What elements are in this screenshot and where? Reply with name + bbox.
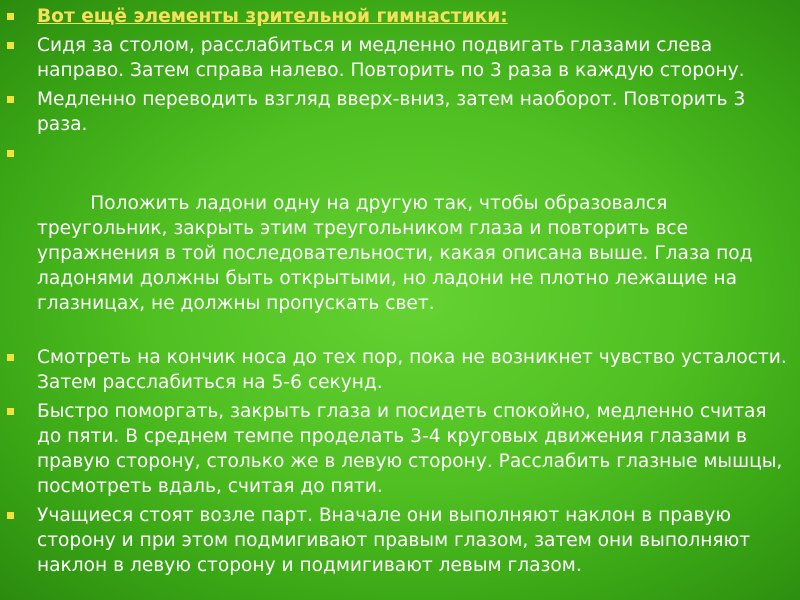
list-item bbox=[0, 503, 800, 578]
square-bullet-icon bbox=[7, 150, 14, 157]
list-item bbox=[0, 33, 800, 83]
list-item bbox=[0, 399, 800, 499]
square-bullet-icon bbox=[7, 96, 14, 103]
list-item bbox=[0, 141, 800, 341]
list-item bbox=[0, 87, 800, 137]
square-bullet-icon bbox=[7, 512, 14, 519]
list-item-heading bbox=[0, 4, 800, 29]
square-bullet-icon bbox=[7, 408, 14, 415]
slide-content bbox=[0, 4, 800, 582]
list-item-text: Быстро поморгать, закрыть глаза и посидеть спокойно, медленно считая до пяти. В среднем темпе проделать 3-4 круговых движения глазами в правую сторону, столько же в левую сторону. Расслабить глазные мышцы, посмотреть вдаль, считая до пяти. bbox=[37, 401, 783, 497]
bullet-list bbox=[0, 4, 800, 578]
list-item-text: Положить ладони одну на другую так, чтобы образовался треугольник, закрыть этим треугольником глаза и повторить все упражнения в той последовательности, какая описана выше. Глаза под ладонями должны быть открытыми, но ладони не плотно лежащие на глазницах, не должны пропускать свет. bbox=[37, 193, 759, 314]
list-item-text: Смотреть на кончик носа до тех пор, пока не возникнет чувство усталости. Затем расслабиться на 5-6 секунд. bbox=[37, 347, 787, 393]
list-item-text: Учащиеся стоят возле парт. Вначале они выполняют наклон в правую сторону и при этом подмигивают правым глазом, затем они выполняют наклон в левую сторону и подмигивают левым глазом. bbox=[37, 505, 751, 576]
square-bullet-icon bbox=[7, 42, 14, 49]
square-bullet-icon bbox=[7, 13, 14, 20]
square-bullet-icon bbox=[7, 354, 14, 361]
list-item bbox=[0, 345, 800, 395]
slide-heading: Вот ещё элементы зрительной гимнастики: bbox=[37, 6, 508, 27]
list-item-text: Сидя за столом, расслабиться и медленно подвигать глазами слева направо. Затем справа налево. Повторить по 3 раза в каждую сторону. bbox=[37, 35, 745, 81]
list-item-text: Медленно переводить взгляд вверх-вниз, затем наоборот. Повторить 3 раза. bbox=[37, 89, 746, 135]
